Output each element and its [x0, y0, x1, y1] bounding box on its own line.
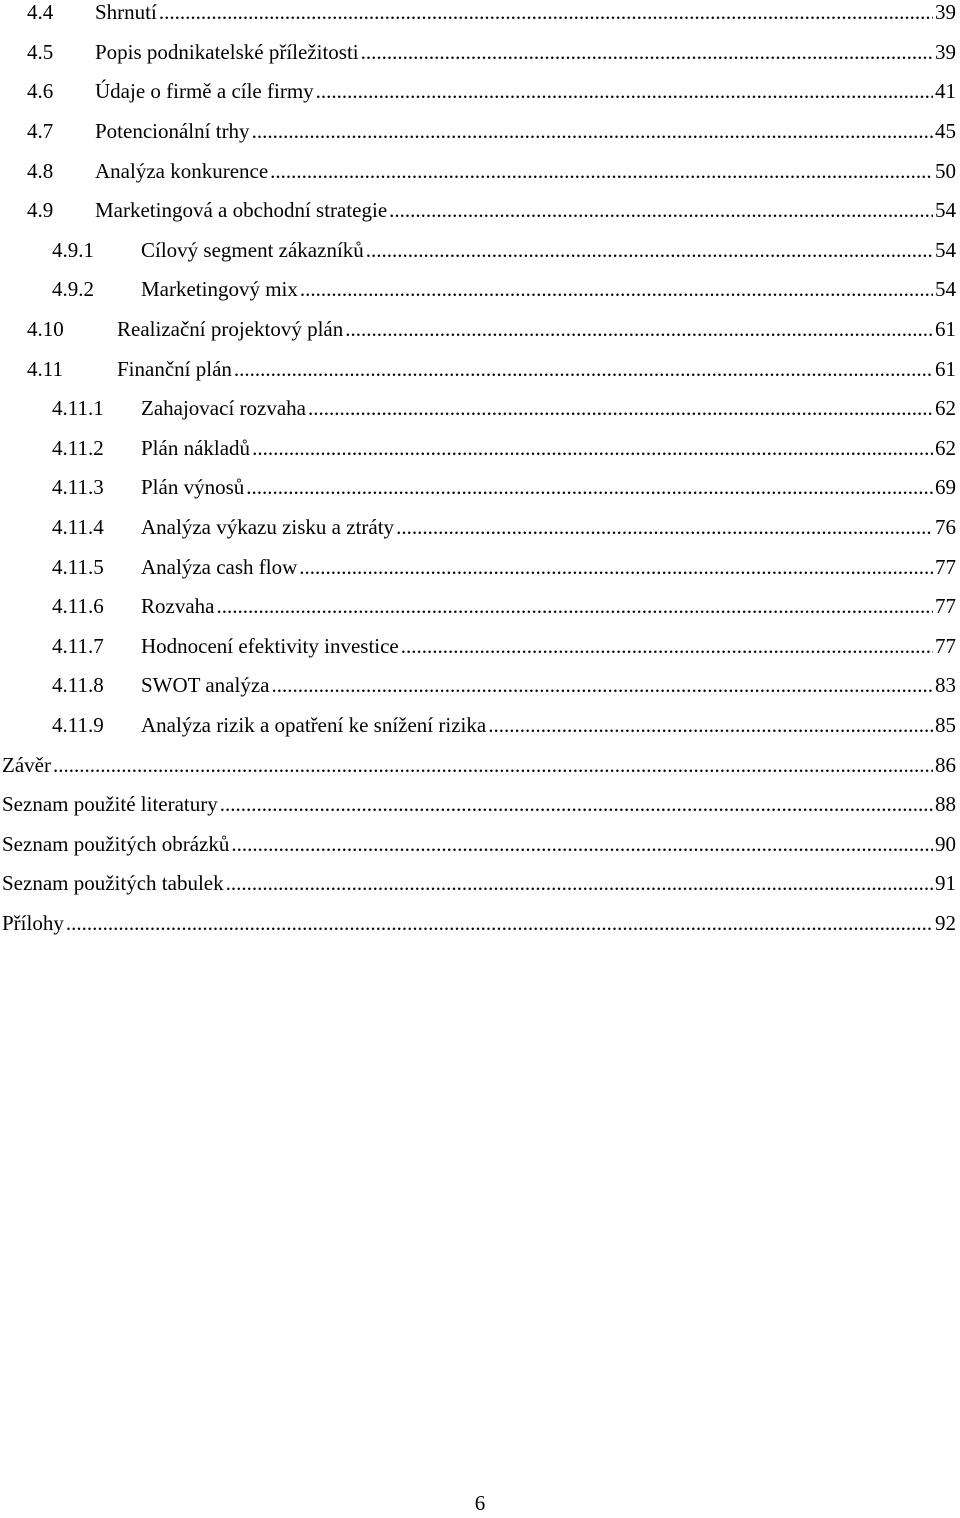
toc-entry[interactable] — [0, 354, 960, 384]
toc-leader-dots — [270, 156, 933, 186]
toc-entry-number: 4.11.4 — [52, 515, 104, 539]
toc-entry-page: 69 — [935, 475, 956, 499]
toc-entry-title: Realizační projektový plán — [117, 317, 344, 341]
toc-leader-dots — [366, 235, 933, 265]
toc-entry[interactable] — [0, 789, 960, 819]
toc-leader-dots — [66, 908, 933, 938]
toc-entry-title: Marketingová a obchodní strategie — [95, 198, 388, 222]
toc-entry-title: Finanční plán — [117, 357, 232, 381]
toc-leader-dots — [488, 710, 933, 740]
toc-entry[interactable] — [0, 750, 960, 780]
toc-leader-dots — [234, 354, 933, 384]
toc-entry-page: 76 — [935, 515, 956, 539]
toc-leader-dots — [396, 512, 933, 542]
toc-leader-dots — [216, 591, 933, 621]
toc-entry-title: Cílový segment zákazníků — [141, 238, 364, 262]
toc-entry[interactable] — [0, 314, 960, 344]
toc-leader-dots — [316, 76, 933, 106]
toc-entry-number: 4.8 — [27, 159, 54, 183]
toc-entry-page: 61 — [935, 317, 956, 341]
toc-entry-title: Závěr — [2, 753, 51, 777]
toc-entry[interactable] — [0, 0, 960, 27]
toc-leader-dots — [389, 195, 933, 225]
toc-leader-dots — [299, 552, 933, 582]
toc-entry[interactable] — [0, 274, 960, 304]
toc-entry-page: 50 — [935, 159, 956, 183]
toc-entry-number: 4.11.3 — [52, 475, 104, 499]
toc-entry-page: 90 — [935, 832, 956, 856]
toc-entry-page: 62 — [935, 396, 956, 420]
toc-entry-page: 85 — [935, 713, 956, 737]
toc-entry-number: 4.6 — [27, 79, 54, 103]
toc-entry-title: Plán výnosů — [141, 475, 245, 499]
toc-entry[interactable] — [0, 552, 960, 582]
toc-entry-page: 54 — [935, 238, 956, 262]
toc-entry[interactable] — [0, 472, 960, 502]
toc-entry-number: 4.10 — [27, 317, 64, 341]
toc-entry-title: Seznam použité literatury — [2, 792, 218, 816]
toc-entry-page: 92 — [935, 911, 956, 935]
toc-entry-page: 61 — [935, 357, 956, 381]
toc-entry-number: 4.9 — [27, 198, 54, 222]
toc-entry[interactable] — [0, 710, 960, 740]
toc-entry-title: Údaje o firmě a cíle firmy — [95, 79, 314, 103]
toc-entry-page: 54 — [935, 277, 956, 301]
toc-entry-page: 62 — [935, 436, 956, 460]
toc-entry-title: Hodnocení efektivity investice — [141, 634, 399, 658]
toc-entry-number: 4.9.2 — [52, 277, 94, 301]
toc-entry-title: Přílohy — [2, 911, 64, 935]
toc-entry[interactable] — [0, 156, 960, 186]
toc-entry-number: 4.11.2 — [52, 436, 104, 460]
toc-entry-page: 39 — [935, 0, 956, 24]
toc-entry-title: Seznam použitých tabulek — [2, 871, 224, 895]
toc-leader-dots — [300, 274, 933, 304]
toc-leader-dots — [53, 750, 933, 780]
toc-entry[interactable] — [0, 670, 960, 700]
toc-entry-page: 86 — [935, 753, 956, 777]
toc-entry-title: Rozvaha — [141, 594, 215, 618]
toc-entry-page: 54 — [935, 198, 956, 222]
toc-entry-number: 4.11.1 — [52, 396, 104, 420]
toc-entry-title: Analýza cash flow — [141, 555, 298, 579]
toc-leader-dots — [308, 393, 933, 423]
toc-entry[interactable] — [0, 393, 960, 423]
toc-entry-number: 4.7 — [27, 119, 54, 143]
toc-entry-number: 4.11.9 — [52, 713, 104, 737]
toc-entry-title: Plán nákladů — [141, 436, 251, 460]
toc-entry[interactable] — [0, 868, 960, 898]
toc-entry[interactable] — [0, 235, 960, 265]
toc-entry[interactable] — [0, 829, 960, 859]
toc-entry-number: 4.11.5 — [52, 555, 104, 579]
toc-entry-page: 39 — [935, 40, 956, 64]
toc-entry-title: Analýza konkurence — [95, 159, 269, 183]
toc-entry-title: Potencionální trhy — [95, 119, 250, 143]
toc-entry-title: Popis podnikatelské příležitosti — [95, 40, 359, 64]
toc-entry-number: 4.11.6 — [52, 594, 104, 618]
toc-entry[interactable] — [0, 908, 960, 938]
toc-entry-number: 4.11 — [27, 357, 63, 381]
toc-entry[interactable] — [0, 512, 960, 542]
toc-leader-dots — [231, 829, 933, 859]
toc-entry[interactable] — [0, 631, 960, 661]
toc-entry-page: 77 — [935, 555, 956, 579]
toc-entry-page: 83 — [935, 673, 956, 697]
toc-entry-number: 4.4 — [27, 0, 54, 24]
toc-entry-title: SWOT analýza — [141, 673, 270, 697]
toc-leader-dots — [271, 670, 933, 700]
toc-leader-dots — [252, 433, 933, 463]
toc-entry-title: Shrnutí — [95, 0, 157, 24]
toc-entry[interactable] — [0, 116, 960, 146]
toc-entry-page: 45 — [935, 119, 956, 143]
toc-leader-dots — [220, 789, 933, 819]
toc-leader-dots — [226, 868, 933, 898]
toc-entry-page: 91 — [935, 871, 956, 895]
toc-leader-dots — [361, 37, 933, 67]
toc-entry-title: Analýza rizik a opatření ke snížení rizika — [141, 713, 487, 737]
toc-entry-number: 4.5 — [27, 40, 54, 64]
toc-entry-title: Analýza výkazu zisku a ztráty — [141, 515, 395, 539]
toc-entry[interactable] — [0, 591, 960, 621]
toc-entry-page: 88 — [935, 792, 956, 816]
toc-entry-page: 77 — [935, 634, 956, 658]
toc-leader-dots — [246, 472, 933, 502]
toc-entry-title: Zahajovací rozvaha — [141, 396, 306, 420]
toc-leader-dots — [345, 314, 933, 344]
toc-leader-dots — [159, 0, 933, 27]
toc-entry-title: Seznam použitých obrázků — [2, 832, 230, 856]
toc-entry-number: 4.11.7 — [52, 634, 104, 658]
toc-entry-page: 77 — [935, 594, 956, 618]
toc-entry[interactable] — [0, 76, 960, 106]
toc-entry[interactable] — [0, 195, 960, 225]
page-number: 6 — [474, 1491, 486, 1515]
toc-entry[interactable] — [0, 37, 960, 67]
toc-leader-dots — [252, 116, 933, 146]
toc-leader-dots — [401, 631, 933, 661]
toc-entry-number: 4.11.8 — [52, 673, 104, 697]
toc-entry[interactable] — [0, 433, 960, 463]
toc-entry-page: 41 — [935, 79, 956, 103]
toc-entry-number: 4.9.1 — [52, 238, 94, 262]
toc-entry-title: Marketingový mix — [141, 277, 298, 301]
